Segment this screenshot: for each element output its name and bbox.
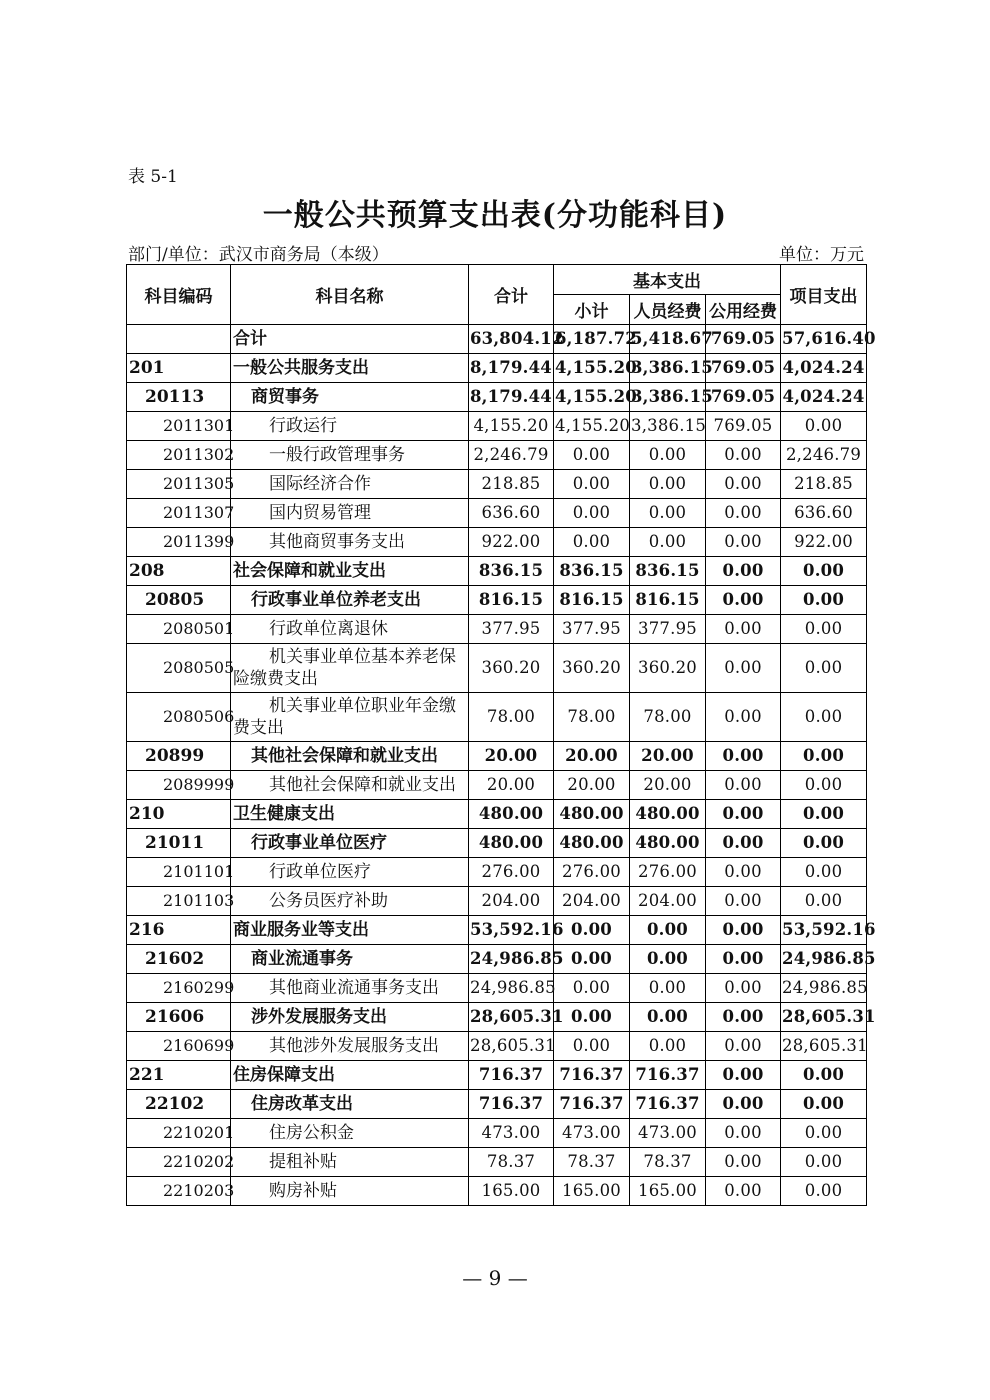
cell-project: 4,024.24 [781,383,867,412]
cell-project: 0.00 [781,829,867,858]
cell-public: 0.00 [706,1090,781,1119]
cell-public: 0.00 [706,945,781,974]
cell-public: 0.00 [706,615,781,644]
cell-public: 0.00 [706,887,781,916]
cell-public: 0.00 [706,693,781,742]
cell-subtotal: 473.00 [554,1119,630,1148]
cell-total: 716.37 [469,1090,554,1119]
header-public: 公用经费 [706,295,781,325]
cell-project: 0.00 [781,858,867,887]
cell-total: 20.00 [469,771,554,800]
cell-public: 0.00 [706,586,781,615]
table-row [127,693,867,742]
cell-name: 合计 [231,325,469,354]
cell-total: 218.85 [469,470,554,499]
cell-name: 行政事业单位养老支出 [231,586,469,615]
cell-name: 住房改革支出 [231,1090,469,1119]
cell-total: 8,179.44 [469,354,554,383]
header-project: 项目支出 [781,265,867,325]
cell-total: 24,986.85 [469,974,554,1003]
table-row [127,974,867,1003]
cell-code: 2101101 [127,858,231,887]
cell-total: 53,592.16 [469,916,554,945]
cell-personnel: 360.20 [630,644,706,693]
unit-label: 单位：万元 [779,245,864,265]
cell-public: 769.05 [706,325,781,354]
cell-subtotal: 0.00 [554,441,630,470]
cell-name: 商业流通事务 [231,945,469,974]
cell-total: 922.00 [469,528,554,557]
cell-personnel: 3,386.15 [630,412,706,441]
cell-public: 0.00 [706,1177,781,1206]
cell-personnel: 0.00 [630,470,706,499]
cell-project: 218.85 [781,470,867,499]
cell-name: 其他社会保障和就业支出 [231,742,469,771]
table-row [127,742,867,771]
cell-total: 473.00 [469,1119,554,1148]
cell-total: 836.15 [469,557,554,586]
cell-code: 20899 [127,742,231,771]
cell-code: 2080501 [127,615,231,644]
table-row [127,771,867,800]
cell-project: 24,986.85 [781,945,867,974]
cell-name: 机关事业单位基本养老保险缴费支出 [231,644,469,693]
cell-code [127,325,231,354]
cell-subtotal: 816.15 [554,586,630,615]
table-row [127,916,867,945]
cell-total: 276.00 [469,858,554,887]
table-row [127,557,867,586]
cell-code: 2160699 [127,1032,231,1061]
cell-personnel: 0.00 [630,1003,706,1032]
cell-code: 201 [127,354,231,383]
cell-project: 57,616.40 [781,325,867,354]
cell-personnel: 816.15 [630,586,706,615]
cell-total: 28,605.31 [469,1003,554,1032]
cell-total: 20.00 [469,742,554,771]
header-name: 科目名称 [231,265,469,325]
table-row [127,586,867,615]
cell-subtotal: 836.15 [554,557,630,586]
cell-name: 行政单位医疗 [231,858,469,887]
cell-public: 769.05 [706,354,781,383]
cell-project: 24,986.85 [781,974,867,1003]
cell-personnel: 20.00 [630,771,706,800]
cell-personnel: 716.37 [630,1061,706,1090]
cell-public: 0.00 [706,441,781,470]
cell-total: 2,246.79 [469,441,554,470]
cell-total: 480.00 [469,829,554,858]
cell-subtotal: 377.95 [554,615,630,644]
cell-code: 221 [127,1061,231,1090]
cell-personnel: 5,418.67 [630,325,706,354]
cell-total: 636.60 [469,499,554,528]
header-personnel: 人员经费 [630,295,706,325]
cell-code: 2210203 [127,1177,231,1206]
cell-personnel: 78.00 [630,693,706,742]
cell-code: 22102 [127,1090,231,1119]
cell-subtotal: 78.37 [554,1148,630,1177]
cell-project: 0.00 [781,800,867,829]
cell-total: 204.00 [469,887,554,916]
table-row [127,858,867,887]
cell-code: 2011302 [127,441,231,470]
cell-personnel: 3,386.15 [630,383,706,412]
cell-name: 国际经济合作 [231,470,469,499]
cell-personnel: 480.00 [630,800,706,829]
cell-project: 0.00 [781,1148,867,1177]
cell-total: 8,179.44 [469,383,554,412]
cell-name: 购房补贴 [231,1177,469,1206]
cell-public: 0.00 [706,742,781,771]
cell-public: 0.00 [706,1119,781,1148]
cell-personnel: 20.00 [630,742,706,771]
cell-public: 769.05 [706,412,781,441]
cell-name: 其他商业流通事务支出 [231,974,469,1003]
header-basic: 基本支出 [554,265,781,295]
cell-personnel: 480.00 [630,829,706,858]
cell-code: 2011399 [127,528,231,557]
cell-code: 2210202 [127,1148,231,1177]
cell-personnel: 0.00 [630,441,706,470]
cell-public: 0.00 [706,858,781,887]
cell-code: 2160299 [127,974,231,1003]
cell-code: 20113 [127,383,231,412]
table-row [127,383,867,412]
table-row [127,1003,867,1032]
cell-project: 0.00 [781,644,867,693]
cell-project: 0.00 [781,742,867,771]
cell-code: 210 [127,800,231,829]
cell-total: 165.00 [469,1177,554,1206]
table-row [127,945,867,974]
cell-name: 国内贸易管理 [231,499,469,528]
cell-public: 0.00 [706,470,781,499]
cell-project: 0.00 [781,412,867,441]
cell-project: 2,246.79 [781,441,867,470]
cell-public: 0.00 [706,829,781,858]
cell-project: 0.00 [781,557,867,586]
cell-subtotal: 78.00 [554,693,630,742]
cell-code: 2011307 [127,499,231,528]
table-row [127,325,867,354]
cell-subtotal: 360.20 [554,644,630,693]
cell-subtotal: 0.00 [554,470,630,499]
cell-project: 0.00 [781,1119,867,1148]
cell-subtotal: 204.00 [554,887,630,916]
cell-subtotal: 165.00 [554,1177,630,1206]
cell-name: 住房保障支出 [231,1061,469,1090]
cell-name: 机关事业单位职业年金缴费支出 [231,693,469,742]
table-row [127,354,867,383]
cell-code: 2011301 [127,412,231,441]
cell-name: 商贸事务 [231,383,469,412]
cell-subtotal: 4,155.20 [554,383,630,412]
budget-table [126,264,876,1206]
table-row [127,412,867,441]
cell-name: 其他涉外发展服务支出 [231,1032,469,1061]
cell-personnel: 0.00 [630,945,706,974]
cell-public: 0.00 [706,1032,781,1061]
cell-personnel: 78.37 [630,1148,706,1177]
cell-public: 0.00 [706,1003,781,1032]
cell-total: 716.37 [469,1061,554,1090]
table-row [127,499,867,528]
cell-public: 0.00 [706,771,781,800]
cell-project: 0.00 [781,1090,867,1119]
cell-personnel: 716.37 [630,1090,706,1119]
table-row [127,1148,867,1177]
cell-public: 0.00 [706,916,781,945]
cell-personnel: 0.00 [630,916,706,945]
cell-project: 0.00 [781,586,867,615]
cell-name: 社会保障和就业支出 [231,557,469,586]
cell-name: 其他社会保障和就业支出 [231,771,469,800]
cell-subtotal: 20.00 [554,771,630,800]
table-row [127,615,867,644]
cell-subtotal: 0.00 [554,974,630,1003]
cell-project: 53,592.16 [781,916,867,945]
cell-subtotal: 716.37 [554,1061,630,1090]
page-number: — 9 — [462,1266,528,1290]
cell-personnel: 165.00 [630,1177,706,1206]
cell-name: 其他商贸事务支出 [231,528,469,557]
cell-subtotal: 480.00 [554,829,630,858]
table-number: 表 5-1 [128,167,178,187]
table-row [127,528,867,557]
cell-name: 行政事业单位医疗 [231,829,469,858]
cell-project: 636.60 [781,499,867,528]
cell-subtotal: 0.00 [554,528,630,557]
cell-personnel: 836.15 [630,557,706,586]
cell-personnel: 377.95 [630,615,706,644]
table-row [127,441,867,470]
cell-public: 0.00 [706,644,781,693]
cell-total: 78.37 [469,1148,554,1177]
header-code: 科目编码 [127,265,231,325]
cell-personnel: 0.00 [630,974,706,1003]
cell-code: 2089999 [127,771,231,800]
table-row [127,1090,867,1119]
cell-personnel: 0.00 [630,528,706,557]
cell-total: 28,605.31 [469,1032,554,1061]
cell-code: 2101103 [127,887,231,916]
cell-personnel: 276.00 [630,858,706,887]
cell-personnel: 473.00 [630,1119,706,1148]
cell-public: 0.00 [706,800,781,829]
cell-code: 2011305 [127,470,231,499]
cell-public: 769.05 [706,383,781,412]
cell-subtotal: 480.00 [554,800,630,829]
cell-subtotal: 0.00 [554,945,630,974]
cell-total: 480.00 [469,800,554,829]
cell-subtotal: 0.00 [554,1032,630,1061]
cell-personnel: 204.00 [630,887,706,916]
cell-total: 816.15 [469,586,554,615]
cell-code: 2080505 [127,644,231,693]
cell-project: 28,605.31 [781,1003,867,1032]
header-total: 合计 [469,265,554,325]
department-label: 部门/单位：武汉市商务局（本级） [128,245,389,265]
table-row [127,1032,867,1061]
cell-name: 卫生健康支出 [231,800,469,829]
cell-project: 28,605.31 [781,1032,867,1061]
cell-name: 提租补贴 [231,1148,469,1177]
cell-subtotal: 4,155.20 [554,354,630,383]
cell-project: 4,024.24 [781,354,867,383]
cell-project: 0.00 [781,1061,867,1090]
cell-subtotal: 0.00 [554,499,630,528]
cell-code: 2080506 [127,693,231,742]
cell-subtotal: 20.00 [554,742,630,771]
cell-total: 360.20 [469,644,554,693]
cell-name: 行政运行 [231,412,469,441]
cell-public: 0.00 [706,557,781,586]
cell-code: 21011 [127,829,231,858]
table-row [127,829,867,858]
cell-total: 63,804.12 [469,325,554,354]
cell-project: 0.00 [781,887,867,916]
cell-public: 0.00 [706,1148,781,1177]
cell-subtotal: 716.37 [554,1090,630,1119]
cell-project: 0.00 [781,1177,867,1206]
cell-name: 一般行政管理事务 [231,441,469,470]
table-row [127,470,867,499]
cell-code: 20805 [127,586,231,615]
cell-total: 24,986.85 [469,945,554,974]
cell-code: 21602 [127,945,231,974]
cell-public: 0.00 [706,528,781,557]
cell-name: 涉外发展服务支出 [231,1003,469,1032]
table-row [127,887,867,916]
page-title: 一般公共预算支出表(分功能科目) [262,198,728,233]
cell-code: 21606 [127,1003,231,1032]
cell-name: 公务员医疗补助 [231,887,469,916]
cell-personnel: 0.00 [630,1032,706,1061]
cell-name: 商业服务业等支出 [231,916,469,945]
cell-project: 0.00 [781,693,867,742]
cell-project: 922.00 [781,528,867,557]
cell-total: 78.00 [469,693,554,742]
cell-code: 216 [127,916,231,945]
cell-total: 377.95 [469,615,554,644]
cell-public: 0.00 [706,499,781,528]
cell-total: 4,155.20 [469,412,554,441]
cell-name: 行政单位离退休 [231,615,469,644]
table-row [127,1177,867,1206]
table-row [127,644,867,693]
table-row [127,800,867,829]
cell-project: 0.00 [781,615,867,644]
cell-subtotal: 6,187.72 [554,325,630,354]
cell-personnel: 0.00 [630,499,706,528]
table-row [127,1119,867,1148]
cell-personnel: 3,386.15 [630,354,706,383]
cell-subtotal: 276.00 [554,858,630,887]
cell-public: 0.00 [706,1061,781,1090]
cell-project: 0.00 [781,771,867,800]
header-subtotal: 小计 [554,295,630,325]
cell-public: 0.00 [706,974,781,1003]
cell-code: 2210201 [127,1119,231,1148]
cell-subtotal: 4,155.20 [554,412,630,441]
table-row [127,1061,867,1090]
cell-name: 住房公积金 [231,1119,469,1148]
cell-code: 208 [127,557,231,586]
cell-subtotal: 0.00 [554,1003,630,1032]
table-body [127,325,876,1206]
cell-name: 一般公共服务支出 [231,354,469,383]
cell-subtotal: 0.00 [554,916,630,945]
